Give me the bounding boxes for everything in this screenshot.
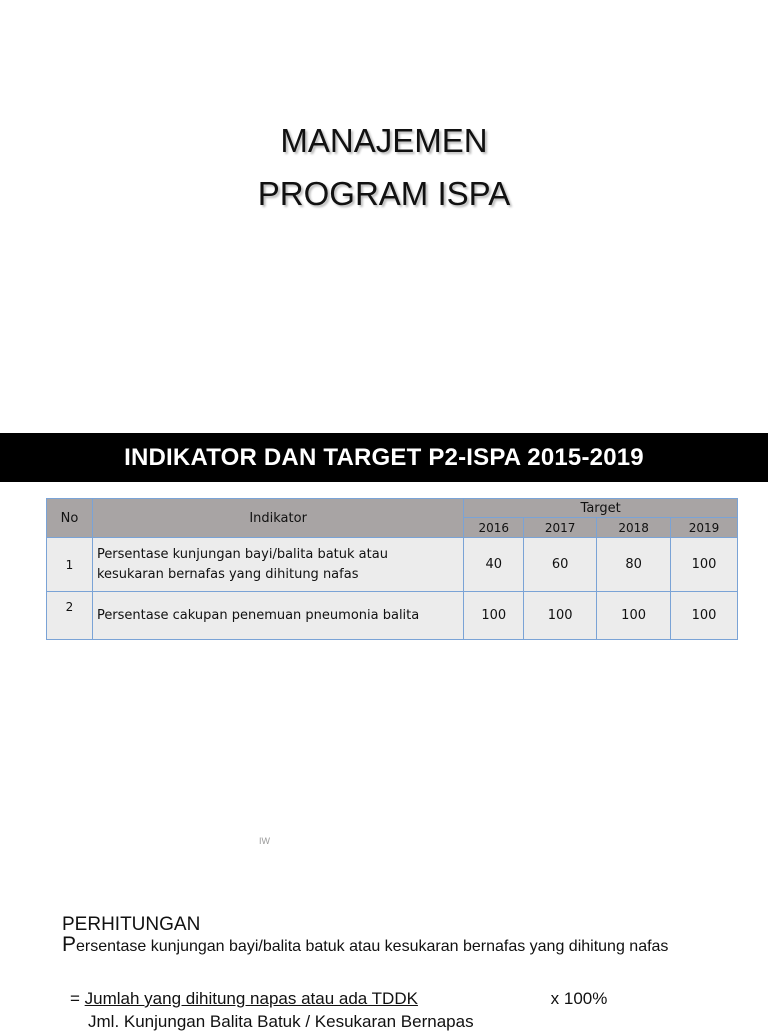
target-value: 80 (597, 538, 671, 592)
target-value: 40 (464, 538, 524, 592)
perhitungan-heading: PERHITUNGAN (62, 914, 201, 935)
header-year: 2019 (671, 518, 738, 538)
indikator-cell (92, 538, 463, 592)
header-target: Target (464, 499, 738, 518)
target-value: 100 (671, 592, 738, 640)
perhitungan-description (62, 933, 722, 956)
title-line-2: PROGRAM ISPA (257, 175, 511, 212)
header-year: 2018 (597, 518, 671, 538)
header-year: 2016 (464, 518, 524, 538)
watermark-text: IW (259, 836, 270, 846)
table-row (47, 538, 738, 592)
slide-title (0, 114, 768, 220)
header-no: No (47, 499, 93, 538)
indikator-line: kesukaran bernafas yang dihitung nafas (96, 566, 359, 582)
title-line-1: MANAJEMEN (280, 122, 488, 159)
target-value: 100 (464, 592, 524, 640)
target-value: 100 (524, 592, 597, 640)
formula-prefix: = (70, 989, 85, 1008)
header-indikator: Indikator (92, 499, 463, 538)
formula-denominator: Jml. Kunjungan Balita Batuk / Kesukaran Bernapas (88, 1012, 474, 1031)
target-value: 100 (597, 592, 671, 640)
formula-line (70, 989, 607, 1009)
indikator-line: Persentase kunjungan bayi/balita batuk atau (96, 546, 388, 562)
row-number: 1 (47, 538, 93, 592)
formula-numerator: Jumlah yang dihitung napas atau ada TDDK (84, 989, 418, 1008)
target-value: 60 (524, 538, 597, 592)
indikator-cell: Persentase cakupan penemuan pneumonia balita (92, 592, 463, 640)
indicator-table (46, 498, 738, 640)
description-text: ersentase kunjungan bayi/balita batuk atau kesukaran bernafas yang dihitung nafas (76, 938, 669, 955)
target-value: 100 (671, 538, 738, 592)
formula-multiplier: x 100% (550, 989, 608, 1008)
table-row (47, 592, 738, 640)
row-number: 2 (47, 592, 93, 640)
header-year: 2017 (524, 518, 597, 538)
description-first-letter: P (62, 933, 77, 956)
section-banner: INDIKATOR DAN TARGET P2-ISPA 2015-2019 (0, 433, 768, 482)
